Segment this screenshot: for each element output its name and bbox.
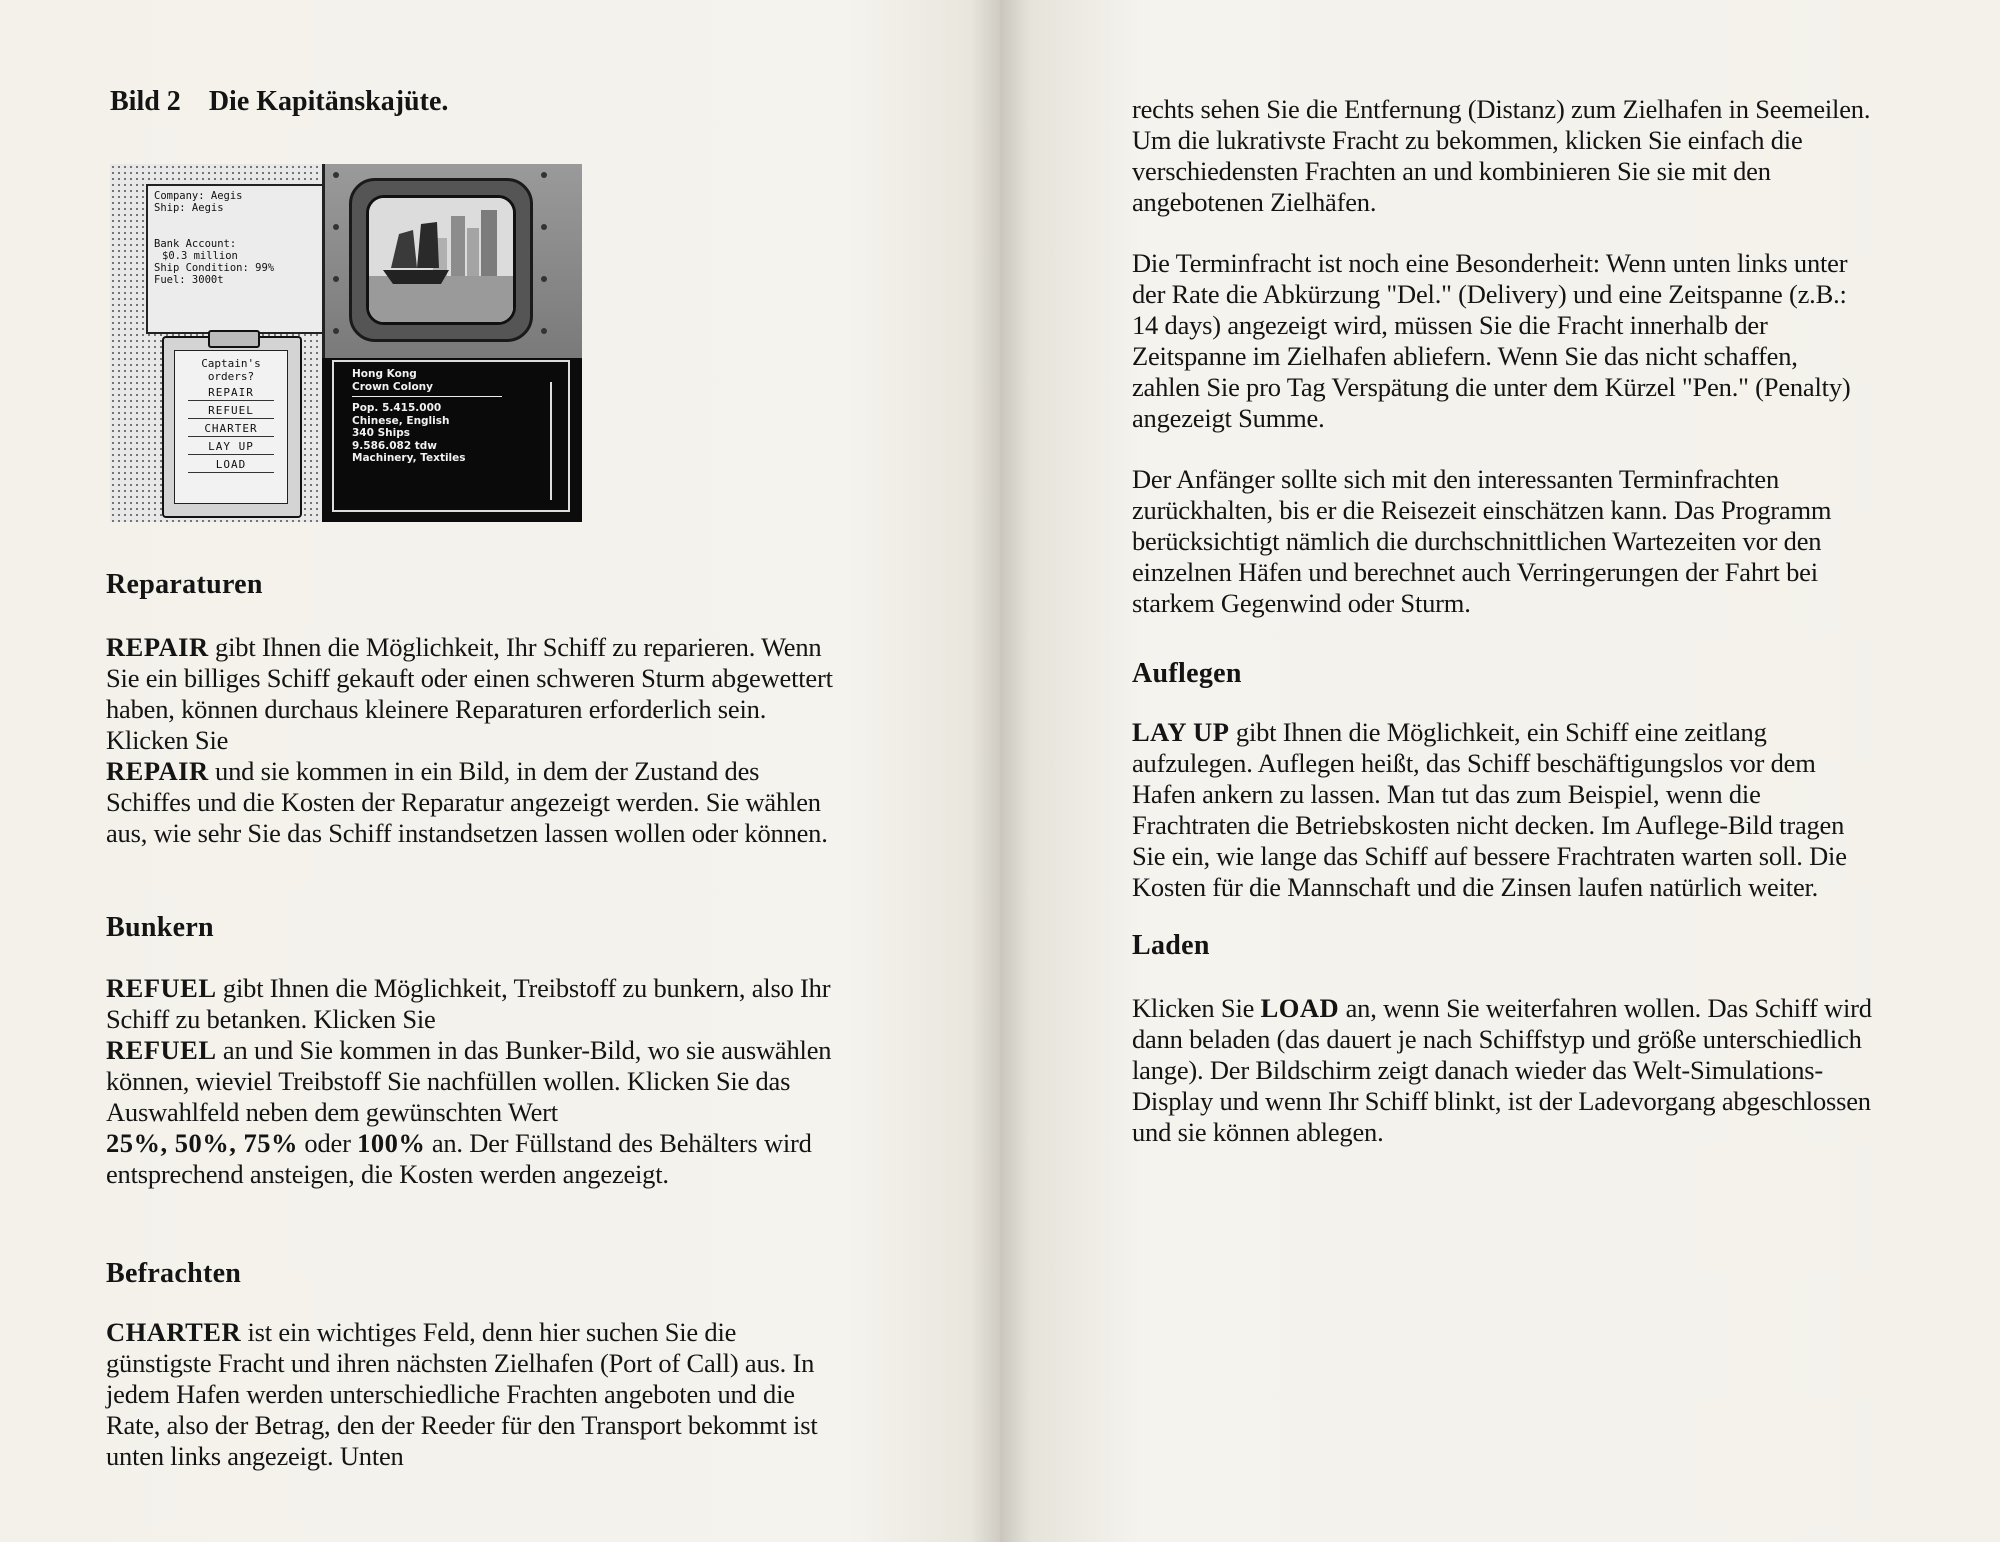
bank-label: Bank Account: bbox=[154, 238, 237, 250]
paragraph-terminfracht: Die Terminfracht ist noch eine Besonderheit: Wenn unten links unter der Rate die Abkürzung "Del." (Delivery) und eine Zeitspanne (z.B.: 14 days) angezeigt wird, müssen Sie die Fracht innerhalb der Zeitspanne im Zielhafen abliefern. Wenn Sie das nicht schaffen, zahlen Sie pro Tag Verspätung die unter dem Kürzel "Pen." (Penalty) angezeigt Summe. bbox=[1132, 248, 1851, 433]
right-column bbox=[1132, 94, 1872, 1148]
port-status: Crown Colony bbox=[352, 380, 433, 393]
orders-title-2: orders? bbox=[207, 370, 255, 383]
condition-line: Ship Condition: 99% bbox=[154, 262, 275, 274]
heading-auflegen: Auflegen bbox=[1132, 658, 1242, 689]
figure-title: Die Kapitänskajüte. bbox=[208, 86, 449, 117]
figure-number: Bild 2 bbox=[110, 86, 181, 117]
paragraph-bunkern: REFUEL gibt Ihnen die Möglichkeit, Treibstoff zu bunkern, also Ihr Schiff zu betanken. Klicken Sie REFUEL an und Sie kommen in das Bunker-Bild, wo sie auswählen können, wieviel Treibstoff Sie nachfüllen wollen. Klicken Sie das Auswahlfeld neben dem gewünschten Wert 25%, 50%, 75% oder 100% an. Der Füllstand des Behälters wird entsprechend ansteigen, die Kosten werden angezeigt. bbox=[106, 973, 832, 1189]
heading-laden: Laden bbox=[1132, 930, 1210, 961]
paragraph-auflegen: LAY UP gibt Ihnen die Möglichkeit, ein Schiff eine zeitlang aufzulegen. Auflegen heißt, das Schiff beschäftigungslos vor dem Hafen ankern zu lassen. Man tut das zum Beispiel, wenn die Frachtraten die Betriebskosten nicht decken. Im Auflege-Bild tragen Sie ein, wie lange das Schiff auf bessere Frachtraten warten soll. Die Kosten für die Mannschaft und die Zinsen laufen natürlich weiter. bbox=[1132, 717, 1847, 902]
order-repair[interactable]: REPAIR bbox=[188, 385, 274, 401]
orders-paper bbox=[174, 350, 288, 504]
heading-reparaturen: Reparaturen bbox=[106, 569, 263, 600]
company-line: Company: Aegis bbox=[154, 190, 243, 202]
order-lay-up[interactable]: LAY UP bbox=[188, 439, 274, 455]
section-befrachten bbox=[106, 1257, 836, 1472]
heading-befrachten: Befrachten bbox=[106, 1258, 242, 1289]
ship-line: Ship: Aegis bbox=[154, 202, 224, 214]
porthole-wall bbox=[322, 164, 582, 358]
paragraph-reparaturen: REPAIR gibt Ihnen die Möglichkeit, Ihr Schiff zu reparieren. Wenn Sie ein billiges Schiff gekauft oder einen schweren Sturm abgewettert haben, können durchaus kleinere Reparaturen erforderlich sein. Klicken Sie REPAIR und sie kommen in ein Bild, in dem der Zustand des Schiffes und die Kosten der Reparatur angezeigt werden. Sie wählen aus, wie sehr Sie das Schiff instandsetzen lassen wollen oder können. bbox=[106, 632, 833, 848]
order-refuel[interactable]: REFUEL bbox=[188, 403, 274, 419]
clip-icon bbox=[208, 330, 260, 348]
paragraph-laden: Klicken Sie LOAD an, wenn Sie weiterfahren wollen. Das Schiff wird dann beladen (das dauert je nach Schiffstyp und größe unterschiedlich lange). Der Bildschirm zeigt danach wieder das Welt-Simulations-Display und wenn Ihr Schiff blinkt, ist der Ladevorgang abgeschlossen und sie können ablegen. bbox=[1132, 993, 1872, 1147]
fuel-line: Fuel: 3000t bbox=[154, 274, 224, 286]
port-pop: Pop. 5.415.000 bbox=[352, 402, 442, 414]
figure-caption bbox=[110, 86, 448, 118]
paragraph-distanz: rechts sehen Sie die Entfernung (Distanz) zum Zielhafen in Seemeilen. Um die lukrativste Fracht zu bekommen, klicken Sie einfach die verschiedensten Frachten an und kombinieren Sie sie mit den angebotenen Zielhäfen. bbox=[1132, 94, 1871, 217]
right-page bbox=[1000, 0, 2000, 1542]
port-ships: 340 Ships bbox=[352, 427, 410, 439]
paragraph-befrachten: CHARTER ist ein wichtiges Feld, denn hier suchen Sie die günstigste Fracht und ihren nächsten Zielhafen (Port of Call) aus. In jedem Hafen werden unterschiedliche Frachten angeboten und die Rate, also der Betrag, den der Reeder für den Transport bekommt ist unten links angezeigt. Unten bbox=[106, 1317, 818, 1471]
order-load[interactable]: LOAD bbox=[188, 457, 274, 473]
port-lang: Chinese, English bbox=[352, 414, 450, 427]
orders-title-1: Captain's bbox=[201, 357, 261, 370]
captains-cabin-screenshot bbox=[110, 164, 582, 522]
port-goods: Machinery, Textiles bbox=[352, 452, 466, 464]
section-bunkern bbox=[106, 911, 836, 1190]
port-tdw: 9.586.082 tdw bbox=[352, 439, 438, 452]
order-charter[interactable]: CHARTER bbox=[188, 421, 274, 437]
bank-value: $0.3 million bbox=[162, 250, 238, 262]
heading-bunkern: Bunkern bbox=[106, 912, 214, 943]
port-info-panel bbox=[332, 360, 570, 512]
orders-clipboard bbox=[162, 336, 302, 518]
junk-ship-icon bbox=[369, 198, 513, 322]
harbour-view bbox=[366, 195, 516, 325]
ship-info-panel bbox=[146, 184, 324, 334]
porthole-window bbox=[349, 178, 533, 342]
section-reparaturen bbox=[106, 568, 836, 849]
paragraph-anfaenger: Der Anfänger sollte sich mit den interessanten Terminfrachten zurückhalten, bis er die Reisezeit einschätzen kann. Das Programm berücksichtigt nämlich die durchschnittlichen Wartezeiten vor den einzelnen Häfen und berechnet auch Verringerungen der Fahrt bei starkem Gegenwind oder Sturm. bbox=[1132, 464, 1832, 618]
port-name: Hong Kong bbox=[352, 368, 417, 380]
